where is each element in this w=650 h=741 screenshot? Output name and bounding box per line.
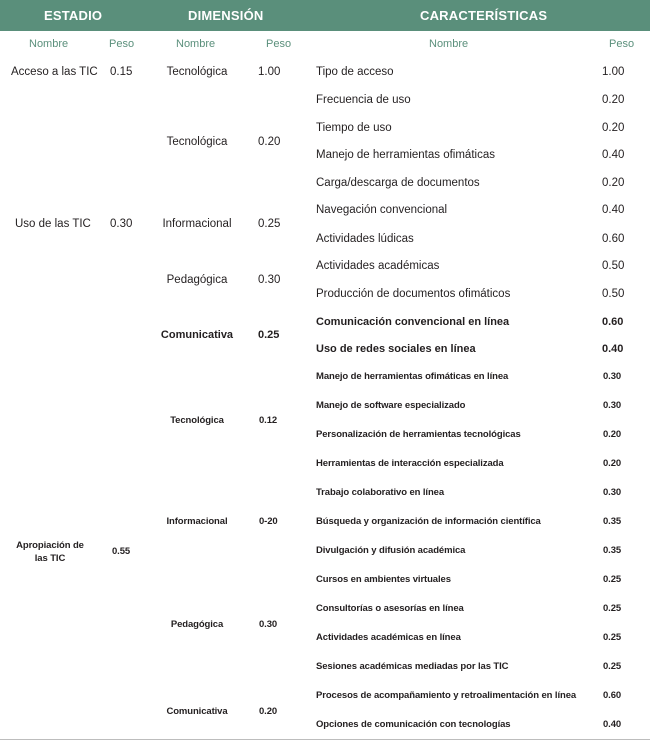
dimension-peso: 0.30 [258, 274, 281, 286]
dimension-peso: 0.25 [258, 218, 281, 230]
caracteristica-nombre: Manejo de herramientas ofimáticas [316, 149, 495, 161]
table-header [0, 0, 650, 31]
dimension-nombre: Tecnológica [166, 136, 228, 148]
estadio-nombre: Uso de las TIC [15, 218, 91, 230]
estadio-nombre: Acceso a las TIC [11, 66, 98, 78]
caracteristica-nombre: Procesos de acompañamiento y retroalimentación en línea [316, 690, 577, 701]
caracteristica-nombre: Cursos en ambientes virtuales [316, 574, 451, 585]
caracteristica-nombre: Navegación convencional [316, 204, 448, 216]
caracteristica-nombre: Frecuencia de uso [316, 94, 411, 106]
subheader-estadio-peso: Peso [109, 38, 135, 50]
caracteristica-nombre: Actividades académicas en línea [316, 632, 461, 643]
caracteristica-peso: 0.40 [602, 204, 625, 216]
caracteristica-peso: 0.40 [602, 149, 625, 161]
estadio-peso: 0.30 [110, 218, 133, 230]
dimension-nombre: Informacional [166, 516, 228, 527]
caracteristica-peso: 0.60 [602, 233, 625, 245]
dimension-peso: 0.25 [258, 329, 280, 341]
subheader-dimension-peso: Peso [266, 38, 292, 50]
dimension-peso: 0.20 [259, 706, 278, 717]
estadio-nombre [10, 539, 90, 565]
caracteristica-peso: 0.20 [602, 177, 625, 189]
caracteristica-peso: 0.25 [603, 574, 622, 585]
caracteristica-peso: 0.25 [603, 603, 622, 614]
caracteristica-peso: 0.30 [603, 400, 622, 411]
estadio-peso: 0.15 [110, 66, 133, 78]
caracteristica-peso: 0.20 [603, 458, 622, 469]
dimension-nombre: Tecnológica [166, 66, 228, 78]
dimension-peso: 0.30 [259, 619, 278, 630]
caracteristica-peso: 0.50 [602, 288, 625, 300]
table-bottom-border [0, 739, 650, 740]
dimension-nombre: Pedagógica [170, 619, 224, 630]
caracteristica-peso: 1.00 [602, 66, 625, 78]
caracteristica-nombre: Sesiones académicas mediadas por las TIC [316, 661, 509, 672]
caracteristica-peso: 0.25 [603, 661, 622, 672]
caracteristica-peso: 0.25 [603, 632, 622, 643]
caracteristica-nombre: Tiempo de uso [316, 122, 392, 134]
header-caracteristicas: CARACTERÍSTICAS [420, 8, 548, 23]
subheader-dimension-nombre: Nombre [176, 38, 216, 50]
caracteristica-peso: 0.40 [602, 343, 624, 355]
caracteristica-peso: 0.35 [603, 545, 622, 556]
caracteristica-nombre: Consultorías o asesorías en línea [316, 603, 464, 614]
caracteristica-peso: 0.20 [602, 94, 625, 106]
caracteristica-nombre: Manejo de software especializado [316, 400, 466, 411]
estadio-nombre-line: Apropiación de [16, 540, 84, 551]
caracteristica-nombre: Divulgación y difusión académica [316, 545, 466, 556]
dimension-nombre: Comunicativa [160, 329, 234, 341]
dimension-peso: 1.00 [258, 66, 281, 78]
dimension-nombre: Comunicativa [166, 706, 228, 717]
caracteristica-nombre: Comunicación convencional en línea [316, 316, 510, 328]
dimension-nombre: Pedagógica [166, 274, 228, 286]
caracteristica-peso: 0.60 [603, 690, 622, 701]
dimension-peso: 0.20 [258, 136, 281, 148]
dimension-nombre: Tecnológica [170, 415, 224, 426]
caracteristica-nombre: Actividades académicas [316, 260, 440, 272]
caracteristica-nombre: Manejo de herramientas ofimáticas en línea [316, 371, 509, 382]
caracteristica-peso: 0.30 [603, 371, 622, 382]
caracteristica-peso: 0.35 [603, 516, 622, 527]
subheader-estadio-nombre: Nombre [29, 38, 69, 50]
caracteristica-peso: 0.20 [603, 429, 622, 440]
dimension-peso: 0.12 [259, 415, 278, 426]
subheader-caracteristicas-nombre: Nombre [429, 38, 469, 50]
subheader-caracteristicas-peso: Peso [609, 38, 635, 50]
caracteristica-nombre: Carga/descarga de documentos [316, 177, 480, 189]
header-estadio: ESTADIO [44, 8, 103, 23]
caracteristica-nombre: Producción de documentos ofimáticos [316, 288, 511, 300]
caracteristica-nombre: Trabajo colaborativo en línea [316, 487, 445, 498]
caracteristica-nombre: Actividades lúdicas [316, 233, 414, 245]
caracteristica-peso: 0.20 [602, 122, 625, 134]
dimension-peso: 0-20 [259, 516, 278, 527]
caracteristica-peso: 0.30 [603, 487, 622, 498]
dimension-nombre: Informacional [162, 218, 232, 230]
caracteristica-peso: 0.50 [602, 260, 625, 272]
caracteristica-peso: 0.40 [603, 719, 622, 730]
header-dimension: DIMENSIÓN [188, 8, 264, 23]
caracteristica-nombre: Uso de redes sociales en línea [316, 343, 476, 355]
caracteristica-nombre: Búsqueda y organización de información científica [316, 516, 541, 527]
caracteristica-nombre: Personalización de herramientas tecnológicas [316, 429, 521, 440]
estadio-peso: 0.55 [112, 546, 131, 557]
caracteristica-nombre: Opciones de comunicación con tecnologías [316, 719, 511, 730]
caracteristica-peso: 0.60 [602, 316, 624, 328]
caracteristica-nombre: Tipo de acceso [316, 66, 394, 78]
estadio-nombre-line: las TIC [34, 553, 66, 564]
caracteristica-nombre: Herramientas de interacción especializada [316, 458, 504, 469]
